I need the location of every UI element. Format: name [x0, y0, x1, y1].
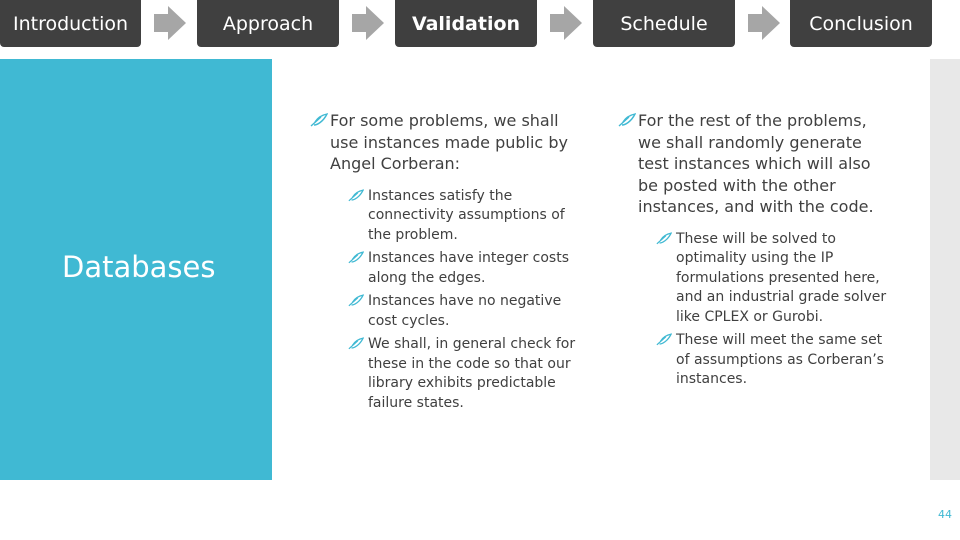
- bullet-sub: [312, 187, 582, 246]
- bullet-sub: [312, 249, 582, 288]
- page-number: 44: [938, 508, 952, 521]
- arrow-right-icon: [352, 6, 384, 40]
- arrow-right-icon: [550, 6, 582, 40]
- nav-tab-conclusion[interactable]: Conclusion: [790, 0, 932, 47]
- bullet-text: These will be solved to optimality using the IP formulations presented here, and an industrial grade solver like CPLEX or Gurobi.: [676, 230, 887, 325]
- bullet-main: [312, 110, 582, 175]
- nav-tab-validation[interactable]: Validation: [395, 0, 537, 47]
- side-strip: [930, 59, 960, 480]
- bullet-text: These will meet the same set of assumptions as Corberan’s instances.: [676, 332, 884, 387]
- arrow-right-icon: [154, 6, 186, 40]
- bullet-text: Instances satisfy the connectivity assumptions of the problem.: [368, 187, 565, 243]
- feather-bullet-icon: [348, 294, 364, 307]
- content-column-1: [312, 110, 582, 417]
- feather-bullet-icon: [656, 333, 672, 346]
- bullet-text: We shall, in general check for these in the code so that our library exhibits predictable failure states.: [368, 336, 576, 411]
- bullet-sub: [312, 292, 582, 331]
- content-column-2: [620, 110, 890, 394]
- bullet-sub: [620, 331, 890, 390]
- bullet-sub: [312, 335, 582, 413]
- feather-bullet-icon: [348, 251, 364, 264]
- bullet-text: For some problems, we shall use instances made public by Angel Corberan:: [330, 111, 568, 173]
- nav-tab-approach[interactable]: Approach: [197, 0, 339, 47]
- feather-bullet-icon: [618, 113, 636, 127]
- feather-bullet-icon: [348, 337, 364, 350]
- feather-bullet-icon: [310, 113, 328, 127]
- feather-bullet-icon: [656, 232, 672, 245]
- bullet-text: Instances have integer costs along the edges.: [368, 250, 570, 286]
- feather-bullet-icon: [348, 189, 364, 202]
- section-title: Databases: [62, 250, 216, 284]
- bullet-main: [620, 110, 890, 218]
- nav-tab-introduction[interactable]: Introduction: [0, 0, 141, 47]
- nav-tab-schedule[interactable]: Schedule: [593, 0, 735, 47]
- arrow-right-icon: [748, 6, 780, 40]
- bullet-text: For the rest of the problems, we shall randomly generate test instances which will also be posted with the other instances, and with the code.: [638, 111, 874, 216]
- bullet-text: Instances have no negative cost cycles.: [368, 293, 562, 329]
- bullet-sub: [620, 230, 890, 328]
